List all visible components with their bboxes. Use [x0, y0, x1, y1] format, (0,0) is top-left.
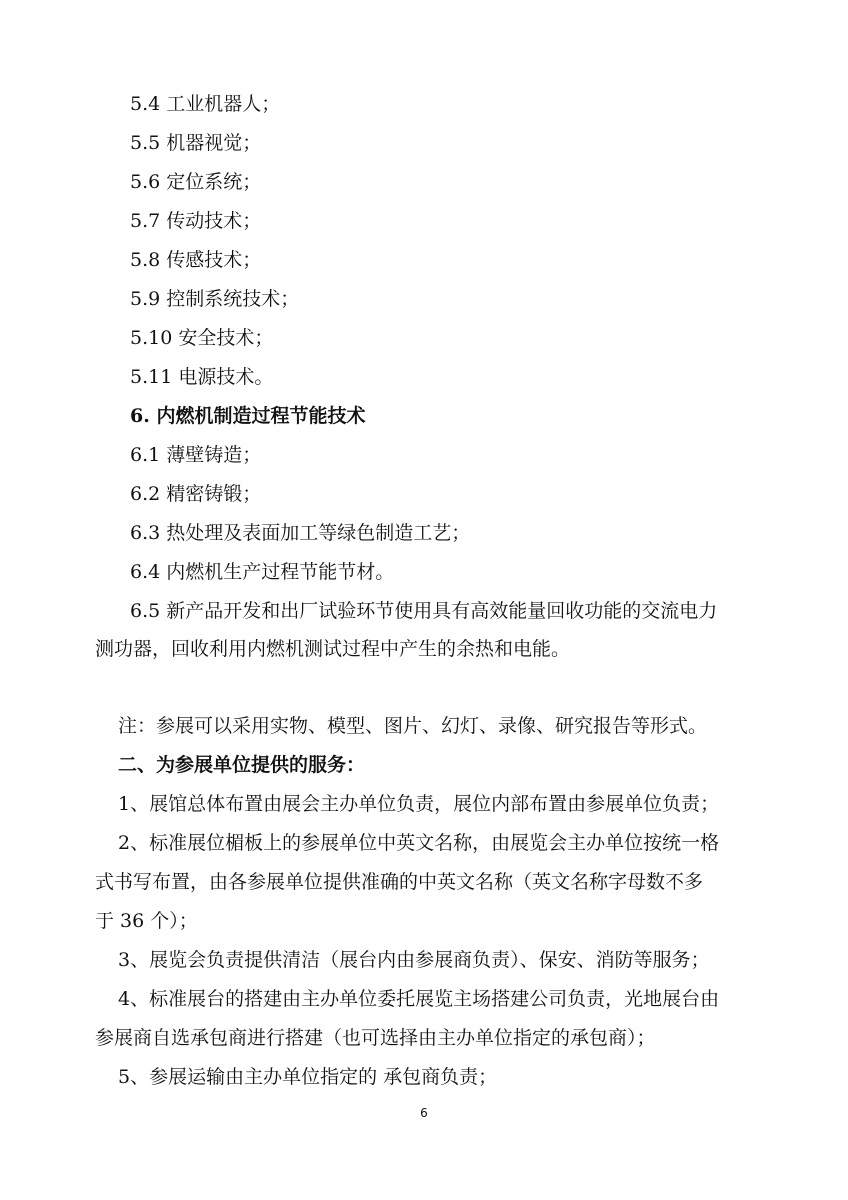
- list-item-6-4: 6.4 内燃机生产过程节能节材。: [130, 561, 395, 583]
- list-item-5-6: 5.6 定位系统；: [130, 171, 262, 193]
- service-item-2-line1: 2、标准展位楣板上的参展单位中英文名称，由展览会主办单位按统一格: [118, 832, 720, 854]
- service-item-5: 5、参展运输由主办单位指定的 承包商负责；: [118, 1066, 498, 1088]
- list-item-5-5: 5.5 机器视觉；: [130, 132, 262, 154]
- list-item-6-5-line1: 6.5 新产品开发和出厂试验环节使用具有高效能量回收功能的交流电力: [130, 600, 718, 622]
- list-item-5-7: 5.7 传动技术；: [130, 210, 262, 232]
- list-item-5-8: 5.8 传感技术；: [130, 249, 262, 271]
- list-item-6-5-line2: 测功器，回收利用内燃机测试过程中产生的余热和电能。: [95, 638, 571, 660]
- service-item-1: 1、展馆总体布置由展会主办单位负责，展位内部布置由参展单位负责；: [118, 793, 720, 815]
- list-item-5-11: 5.11 电源技术。: [130, 366, 274, 388]
- list-item-6-1: 6.1 薄壁铸造；: [130, 444, 262, 466]
- note-paragraph: 注：参展可以采用实物、模型、图片、幻灯、录像、研究报告等形式。: [118, 715, 708, 737]
- service-item-4-line1: 4、标准展台的搭建由主办单位委托展览主场搭建公司负责，光地展台由: [118, 988, 720, 1010]
- services-heading: 二、为参展单位提供的服务：: [118, 754, 366, 776]
- service-item-3: 3、展览会负责提供清洁（展台内由参展商负责）、保安、消防等服务；: [118, 949, 710, 971]
- list-item-6-2: 6.2 精密铸锻；: [130, 483, 262, 505]
- list-item-5-9: 5.9 控制系统技术；: [130, 288, 300, 310]
- service-item-4-line2: 参展商自选承包商进行搭建（也可选择由主办单位指定的承包商）；: [95, 1027, 656, 1049]
- service-item-2-line2: 式书写布置，由各参展单位提供准确的中英文名称（英文名称字母数不多: [95, 871, 704, 893]
- service-item-2-line3: 于 36 个）；: [95, 910, 198, 932]
- section-6-heading: 6. 内燃机制造过程节能技术: [130, 405, 366, 427]
- list-item-6-3: 6.3 热处理及表面加工等绿色制造工艺；: [130, 522, 471, 544]
- list-item-5-10: 5.10 安全技术；: [130, 327, 274, 349]
- list-item-5-4: 5.4 工业机器人；: [130, 93, 281, 115]
- page-number: 6: [420, 1106, 428, 1120]
